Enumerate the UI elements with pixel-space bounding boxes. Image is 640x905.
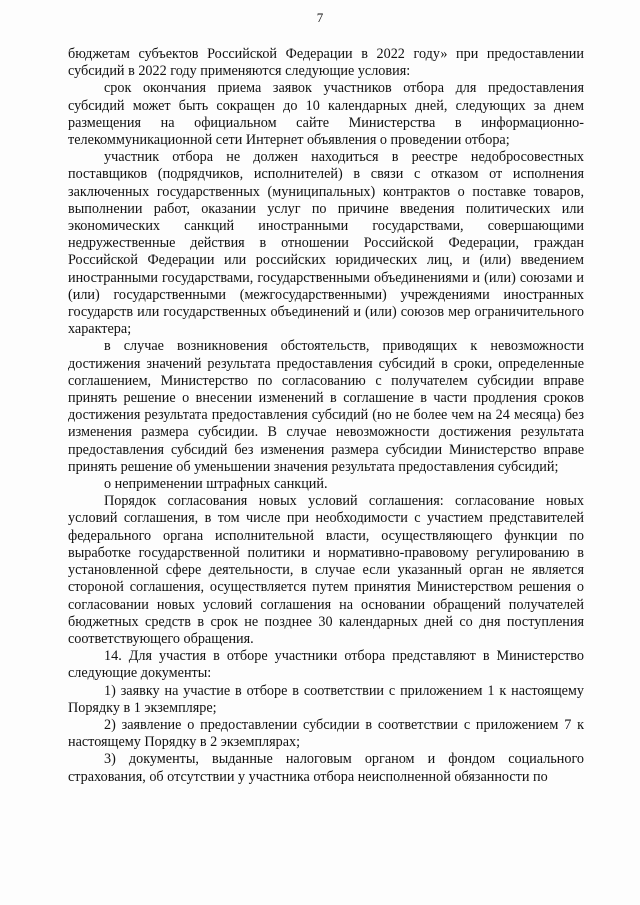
paragraph-intro-continuation: бюджетам субъектов Российской Федерации в 2022 году» при предоставлении субсидий в 2022 году применяются следующие условия:	[68, 46, 584, 80]
list-item-2: 2) заявление о предоставлении субсидии в соответствии с приложением 7 к настоящему Порядку в 2 экземплярах;	[68, 716, 584, 751]
paragraph-no-penalties: о неприменении штрафных санкций.	[104, 476, 328, 493]
document-body	[68, 46, 584, 786]
paragraph-agreement-procedure: Порядок согласования новых условий соглашения: согласование новых условий соглашения, в том числе при необходимости с участием представителей федерального органа исполнительной власти, осуществляющего функции по выработке государственной политики и нормативно-правовому регулированию в установленной сфере деятельности, в случае если указанный орган не является стороной соглашения, осуществляется путем принятия Министерством решения о согласовании новых условий соглашения на основании обращений получателей бюджетных средств в срок не позднее 30 календарных дней со дня поступления соответствующего обращения.	[68, 493, 584, 647]
paragraph-participant-registry: участник отбора не должен находиться в реестре недобросовестных поставщиков (подрядчиков, исполнителей) в связи с отказом от исполнения заключенных государственных (муниципальных) контрактов о поставке товаров, выполнении работ, оказании услуг по причине введения политических или экономических санкций иностранными государствами, совершающими недружественные действия в отношении Российской Федерации, граждан Российской Федерации или российских юридических лиц, и (или) введением иностранными государствами, государственными объединениями и (или) союзами и (или) государственными (межгосударственными) учреждениями иностранных государств или государственных объединений и (или) союзов мер ограничительного характера;	[68, 149, 584, 338]
paragraph-application-deadline: срок окончания приема заявок участников отбора для предоставления субсидий может быть сокращен до 10 календарных дней, следующих за днем размещения на официальном сайте Министерства в информационно-телекоммуникационной сети Интернет объявления о проведении отбора;	[68, 80, 584, 149]
paragraph-section-14: 14. Для участия в отборе участники отбора представляют в Министерство следующие документы:	[68, 648, 584, 682]
paragraph-result-deadline: в случае возникновения обстоятельств, приводящих к невозможности достижения значений результата предоставления субсидий в сроки, определенные соглашением, Министерство по согласованию с получателем субсидии вправе принять решение о внесении изменений в соглашение в части продления сроков достижения результата предоставления субсидий (но не более чем на 24 месяца) без изменения размера субсидии. В случае невозможности достижения результата предоставления субсидий без изменения размера субсидии Министерство вправе принять решение об уменьшении значения результата предоставления субсидий;	[68, 338, 584, 475]
page-number: 7	[316, 10, 324, 25]
list-item-3: 3) документы, выданные налоговым органом и фондом социального страхования, об отсутствии у участника отбора неисполненной обязанности по	[68, 751, 584, 785]
list-item-1: 1) заявку на участие в отборе в соответствии с приложением 1 к настоящему Порядку в 1 экземпляре;	[68, 682, 584, 716]
